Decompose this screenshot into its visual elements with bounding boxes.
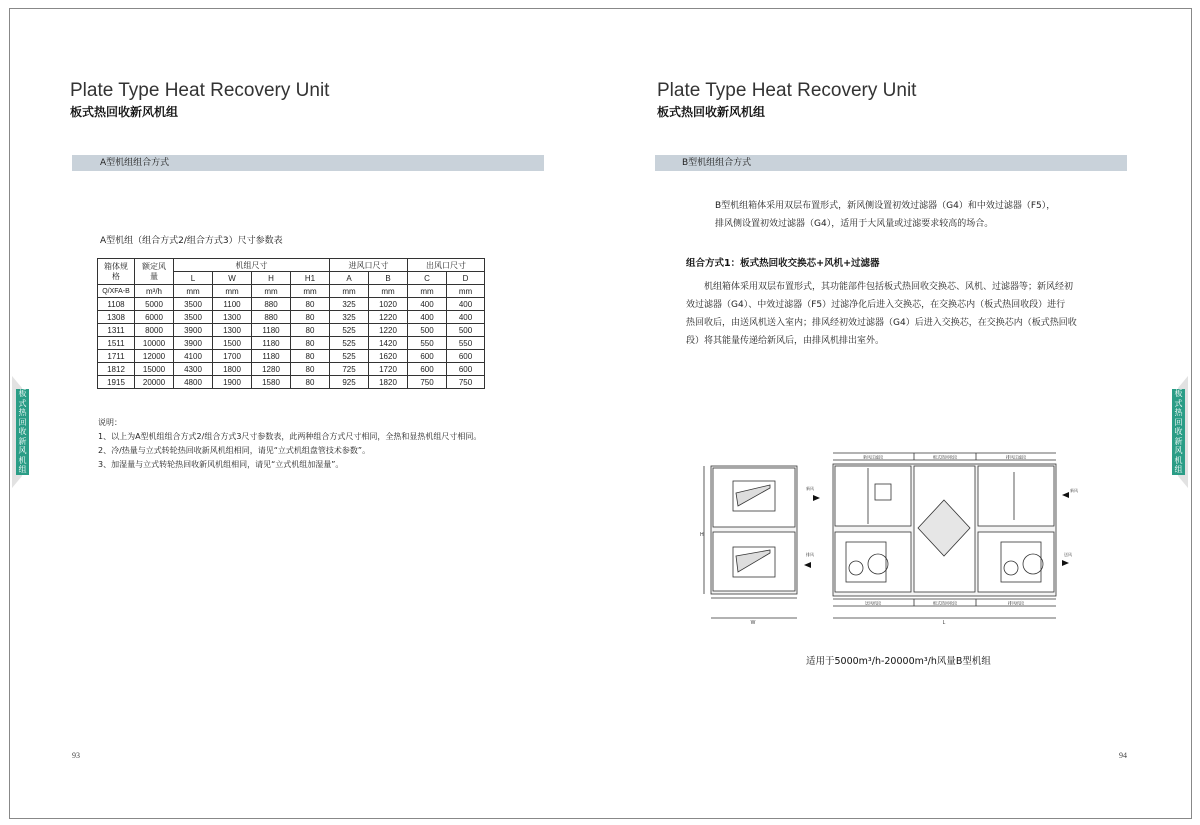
- table-cell: 325: [330, 311, 369, 324]
- top-section-label: 新风过滤段: [863, 454, 883, 460]
- table-cell: 1420: [369, 337, 408, 350]
- arrow-label: 新风: [806, 486, 814, 491]
- table-cell: 4100: [174, 350, 213, 363]
- bottom-section-label: 送风机段: [865, 600, 881, 606]
- side-tab-char: 组: [1174, 465, 1183, 475]
- table-cell: 4800: [174, 376, 213, 389]
- page-title-en: Plate Type Heat Recovery Unit: [70, 80, 330, 101]
- intro-line: B型机组箱体采用双层布置形式，新风侧设置初效过滤器（G4）和中效过滤器（F5），: [715, 201, 1056, 211]
- table-cell: 1108: [98, 298, 135, 311]
- table-cell: 1900: [213, 376, 252, 389]
- table-cell: 8000: [135, 324, 174, 337]
- unit-cell: mm: [447, 285, 485, 298]
- table-cell: 525: [330, 324, 369, 337]
- table-cell: 1311: [98, 324, 135, 337]
- side-view: [704, 466, 797, 618]
- table-cell: 400: [447, 311, 485, 324]
- unit-cell: mm: [252, 285, 291, 298]
- header-cell: H: [252, 272, 291, 285]
- table-cell: 1180: [252, 350, 291, 363]
- side-tab-char: 收: [18, 427, 27, 437]
- table-cell: 80: [291, 350, 330, 363]
- table-cell: 3500: [174, 311, 213, 324]
- side-tab-char: 式: [18, 398, 27, 408]
- arrow-label: 排风: [806, 552, 814, 557]
- table-cell: 600: [447, 363, 485, 376]
- table-cell: 1308: [98, 311, 135, 324]
- header-cell: 额定风量: [135, 259, 174, 285]
- header-cell: L: [174, 272, 213, 285]
- table-row: [98, 363, 485, 376]
- table-cell: 1820: [369, 376, 408, 389]
- table-cell: 10000: [135, 337, 174, 350]
- note-item: 2、冷/热量与立式转轮热回收新风机组相同，请见“立式机组盘管技术参数”。: [98, 446, 371, 455]
- unit-cell: m³/h: [135, 285, 174, 298]
- unit-cell: mm: [213, 285, 252, 298]
- top-section-label: 排风过滤段: [1006, 454, 1026, 460]
- spec-table: [97, 258, 485, 389]
- page-title-en: Plate Type Heat Recovery Unit: [657, 80, 917, 101]
- table-cell: 1915: [98, 376, 135, 389]
- dim-l-label: L: [942, 620, 946, 626]
- notes: [98, 416, 481, 472]
- table-cell: 550: [408, 337, 447, 350]
- dim-h-label: H: [700, 532, 704, 538]
- side-tab-char: 收: [1174, 427, 1183, 437]
- header-cell: A: [330, 272, 369, 285]
- table-caption: A型机组（组合方式2/组合方式3）尺寸参数表: [100, 236, 283, 246]
- side-tab-char: 机: [18, 455, 27, 465]
- table-cell: 325: [330, 298, 369, 311]
- table-cell: 1580: [252, 376, 291, 389]
- table-cell: 1500: [213, 337, 252, 350]
- unit-cell: mm: [369, 285, 408, 298]
- side-tab-right: [1172, 389, 1185, 475]
- table-cell: 3500: [174, 298, 213, 311]
- table-cell: 500: [447, 324, 485, 337]
- table-body: [98, 298, 485, 389]
- table-cell: 80: [291, 311, 330, 324]
- body-text: [686, 278, 1106, 350]
- header-cell: W: [213, 272, 252, 285]
- body-line: 热回收后，由送风机送入室内；排风经初效过滤器（G4）后进入交换芯，在交换芯内（板式热回收: [686, 318, 1077, 328]
- header-cell: 箱体规格: [98, 259, 135, 285]
- side-tab-char: 热: [18, 408, 27, 418]
- page-title-cn: 板式热回收新风机组: [70, 105, 179, 119]
- dim-w-label: W: [750, 620, 756, 626]
- arrow-label: 新风: [1070, 488, 1078, 493]
- unit-diagram: [696, 448, 1076, 628]
- unit-cell: mm: [408, 285, 447, 298]
- page-number: 94: [1119, 751, 1127, 760]
- table-cell: 880: [252, 298, 291, 311]
- table-cell: 1812: [98, 363, 135, 376]
- bottom-section-label: 排风机段: [1008, 600, 1024, 606]
- side-tab-char: 风: [18, 446, 27, 456]
- table-cell: 1511: [98, 337, 135, 350]
- table-cell: 1020: [369, 298, 408, 311]
- intro-line: 排风侧设置初效过滤器（G4），适用于大风量或过滤要求较高的场合。: [715, 219, 994, 229]
- header-cell: D: [447, 272, 485, 285]
- table-cell: 80: [291, 363, 330, 376]
- section-band: A型机组组合方式: [72, 155, 544, 171]
- table-cell: 925: [330, 376, 369, 389]
- table-cell: 400: [408, 298, 447, 311]
- note-item: 3、加湿量与立式转轮热回收新风机组相同，请见“立式机组加湿量”。: [98, 460, 344, 469]
- table-cell: 80: [291, 376, 330, 389]
- table-cell: 600: [408, 363, 447, 376]
- header-cell: 机组尺寸: [174, 259, 330, 272]
- table-cell: 3900: [174, 337, 213, 350]
- table-cell: 1220: [369, 324, 408, 337]
- table-cell: 1720: [369, 363, 408, 376]
- table-cell: 80: [291, 298, 330, 311]
- unit-cell: Q/XFA-B: [98, 285, 135, 298]
- page-number: 93: [72, 751, 80, 760]
- table-row: [98, 311, 485, 324]
- right-page: [600, 0, 1200, 825]
- table-cell: 1180: [252, 324, 291, 337]
- side-tab-char: 板: [18, 389, 27, 399]
- table-cell: 750: [447, 376, 485, 389]
- side-tab-char: 热: [1174, 408, 1183, 418]
- table-cell: 525: [330, 337, 369, 350]
- table-cell: 5000: [135, 298, 174, 311]
- table-cell: 600: [447, 350, 485, 363]
- top-section-label: 板式热回收段: [933, 454, 957, 460]
- table-cell: 1620: [369, 350, 408, 363]
- side-tab-left: [16, 389, 29, 475]
- table-cell: 80: [291, 337, 330, 350]
- table-row: [98, 350, 485, 363]
- table-row: [98, 298, 485, 311]
- table-cell: 550: [447, 337, 485, 350]
- table-header-row: [98, 259, 485, 272]
- table-cell: 6000: [135, 311, 174, 324]
- table-cell: 20000: [135, 376, 174, 389]
- arrow-label: 送风: [1064, 552, 1072, 557]
- table-cell: 12000: [135, 350, 174, 363]
- body-line: 效过滤器（G4）、中效过滤器（F5）过滤净化后进入交换芯，在交换芯内（板式热回收段）进行: [686, 300, 1066, 310]
- table-cell: 525: [330, 350, 369, 363]
- table-cell: 1800: [213, 363, 252, 376]
- table-cell: 500: [408, 324, 447, 337]
- table-row: [98, 337, 485, 350]
- header-cell: C: [408, 272, 447, 285]
- table-cell: 1220: [369, 311, 408, 324]
- table-unit-row: [98, 285, 485, 298]
- table-cell: 1300: [213, 324, 252, 337]
- side-tab-char: 式: [1174, 398, 1183, 408]
- table-cell: 725: [330, 363, 369, 376]
- front-view: [833, 453, 1056, 618]
- table-cell: 400: [447, 298, 485, 311]
- table-cell: 80: [291, 324, 330, 337]
- side-tab-char: 回: [18, 417, 27, 427]
- section-band: B型机组组合方式: [655, 155, 1127, 171]
- table-cell: 1280: [252, 363, 291, 376]
- side-tab-char: 组: [18, 465, 27, 475]
- side-tab-char: 机: [1174, 455, 1183, 465]
- side-tab-char: 新: [18, 436, 27, 446]
- table-cell: 1711: [98, 350, 135, 363]
- side-tab-char: 新: [1174, 436, 1183, 446]
- side-tab-char: 回: [1174, 417, 1183, 427]
- table-cell: 1700: [213, 350, 252, 363]
- unit-cell: mm: [291, 285, 330, 298]
- table-cell: 880: [252, 311, 291, 324]
- table-cell: 1100: [213, 298, 252, 311]
- body-line: 机组箱体采用双层布置形式，其功能部件包括板式热回收交换芯、风机、过滤器等；新风经初: [704, 282, 1074, 292]
- table-cell: 3900: [174, 324, 213, 337]
- header-cell: B: [369, 272, 408, 285]
- header-cell: 进风口尺寸: [330, 259, 408, 272]
- body-line: 段）将其能量传递给新风后，由排风机排出室外。: [686, 336, 885, 346]
- side-tab-char: 板: [1174, 389, 1183, 399]
- note-item: 1、以上为A型机组组合方式2/组合方式3尺寸参数表，此两种组合方式尺寸相同，全热和显热机组尺寸相同。: [98, 432, 482, 441]
- page-title-cn: 板式热回收新风机组: [657, 105, 766, 119]
- table-cell: 400: [408, 311, 447, 324]
- table-cell: 1180: [252, 337, 291, 350]
- subheading: 组合方式1：板式热回收交换芯+风机+过滤器: [686, 258, 880, 269]
- side-tab-char: 风: [1174, 446, 1183, 456]
- intro-text: [715, 197, 1055, 233]
- table-row: [98, 376, 485, 389]
- header-cell: H1: [291, 272, 330, 285]
- table-cell: 750: [408, 376, 447, 389]
- unit-cell: mm: [174, 285, 213, 298]
- unit-cell: mm: [330, 285, 369, 298]
- table-cell: 1300: [213, 311, 252, 324]
- table-cell: 4300: [174, 363, 213, 376]
- bottom-section-label: 板式热回收段: [933, 600, 957, 606]
- table-row: [98, 324, 485, 337]
- table-cell: 15000: [135, 363, 174, 376]
- table-cell: 600: [408, 350, 447, 363]
- notes-heading: 说明：: [98, 418, 122, 427]
- header-cell: 出风口尺寸: [408, 259, 485, 272]
- diagram-caption: 适用于5000m³/h-20000m³/h风量B型机组: [806, 656, 991, 667]
